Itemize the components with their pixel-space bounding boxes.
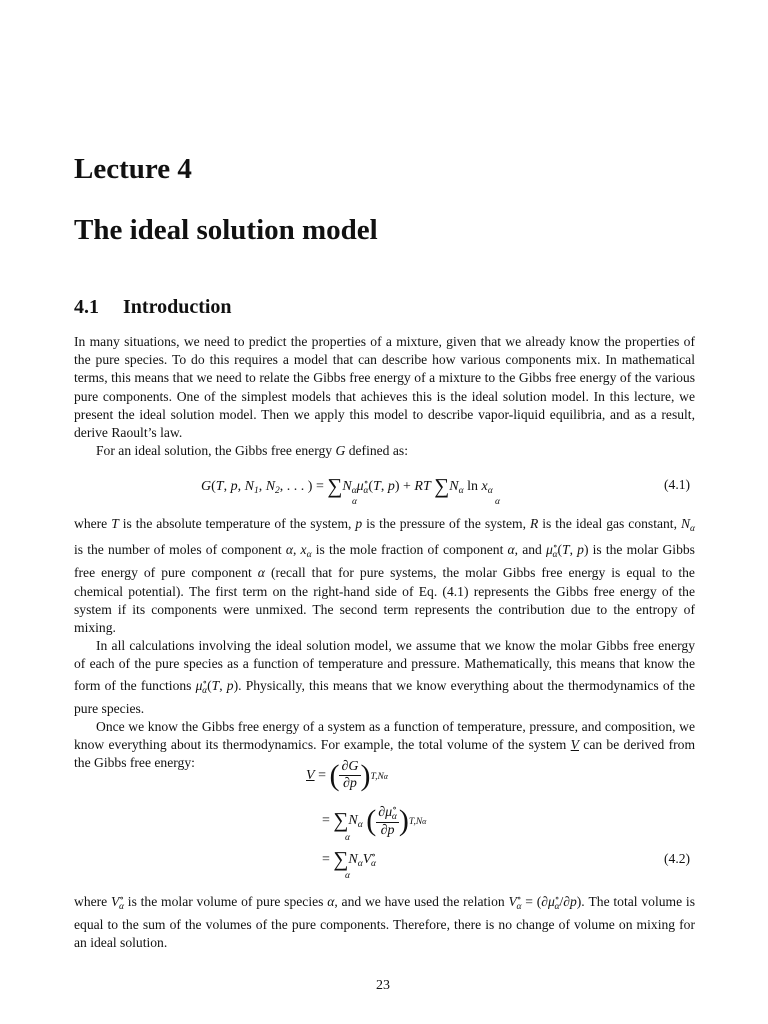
equation-4-2-line-3: = $\sum N_\alpha V^\circ_\alpha$: [322, 847, 376, 871]
chapter-title: The ideal solution model: [74, 214, 378, 246]
closing-block: [74, 890, 695, 953]
where-paragraph: where T is the absolute temperature of the system, p is the pressure of the system, R is the ideal gas constant, $N_\alpha$ is the number of moles of component α, $x_\alpha$ is the mole fraction of component α, and $\mu^\circ_\alpha(T$, p) is the molar Gibbs free energy of pure component α (recall that for pure systems, the molar Gibbs free energy is equal to the chemical potential). The first term on the right-hand side of Eq. (4.1) represents the Gibbs free energy of the system if its components were unmixed. The second term represents the contribution due to the entropy of mixing.: [74, 516, 696, 636]
intro-block: [74, 333, 695, 460]
closing-paragraph: where $V^\circ_\alpha$ is the molar volume of pure species α, and we have used the relation $V^\circ_\alpha = (\partial\mu^\circ_\alpha/\partial p)$. The total volume is equal to the sum of the volumes of the pure components. Therefore, there is no change of volume on mixing for an ideal solution.: [74, 894, 695, 951]
equation-4-2-line-1: V = ( $\frac{\partial G}{\partial p}$ )T,Nα: [306, 759, 388, 792]
equation-4-2-line-2: = $\sum N_\alpha$ ( $\frac{\partial\mu^\circ_\alpha}{\partial p}$ )T,Nα: [322, 804, 427, 838]
section-heading: [74, 297, 232, 317]
equation-number: (4.1): [664, 477, 691, 492]
lead-in-paragraph: For an ideal solution, the Gibbs free energy G defined as:: [96, 443, 408, 459]
definitions-block: [74, 515, 695, 773]
sum-index: α: [352, 497, 357, 507]
sum-index: α: [345, 871, 350, 881]
lecture-label: Lecture 4: [74, 153, 192, 185]
section-title: Introduction: [123, 296, 232, 318]
equation-number: (4.2): [664, 851, 691, 866]
calculations-paragraph: In all calculations involving the ideal solution model, we assume that we know the molar Gibbs free energy of each of the pure species as a function of temperature and pressure. Mathematically, this means that know the form of the functions $\mu^\circ_\alpha(T$, p). Physically, this means that we know everything about the thermodynamics of the pure species.: [74, 638, 695, 716]
page-number: 23: [376, 978, 390, 993]
thermodynamics-paragraph: Once we know the Gibbs free energy of a system as a function of temperature, pressure, and composition, we know everything about its thermodynamics. For example, the total volume of the system V can be derived from the Gibbs free energy:: [74, 719, 696, 771]
section-number: 4.1: [74, 296, 99, 318]
sum-index: α: [345, 833, 350, 843]
equation-4-1: G(T, p, $N_1$, $N_2$, . . . ) = $\sum N_\alpha\mu^\circ_\alpha(T$, p) + RT $\sum N_\alpha$ $\ln x_\alpha$: [201, 474, 493, 498]
sum-index: α: [495, 497, 500, 507]
intro-paragraph: In many situations, we need to predict the properties of a mixture, given that we already know the properties of the pure species. To do this requires a model that can describe how various components mix. In mathematical terms, this means that we need to relate the Gibbs free energy of a mixture to the Gibbs free energy of the various pure components. One of the simplest models that achieves this is the ideal solution model. In this lecture, we present the ideal solution model. Then we apply this model to describe vapor-liquid equilibria, and as a result, derive Raoult’s law.: [74, 334, 695, 441]
